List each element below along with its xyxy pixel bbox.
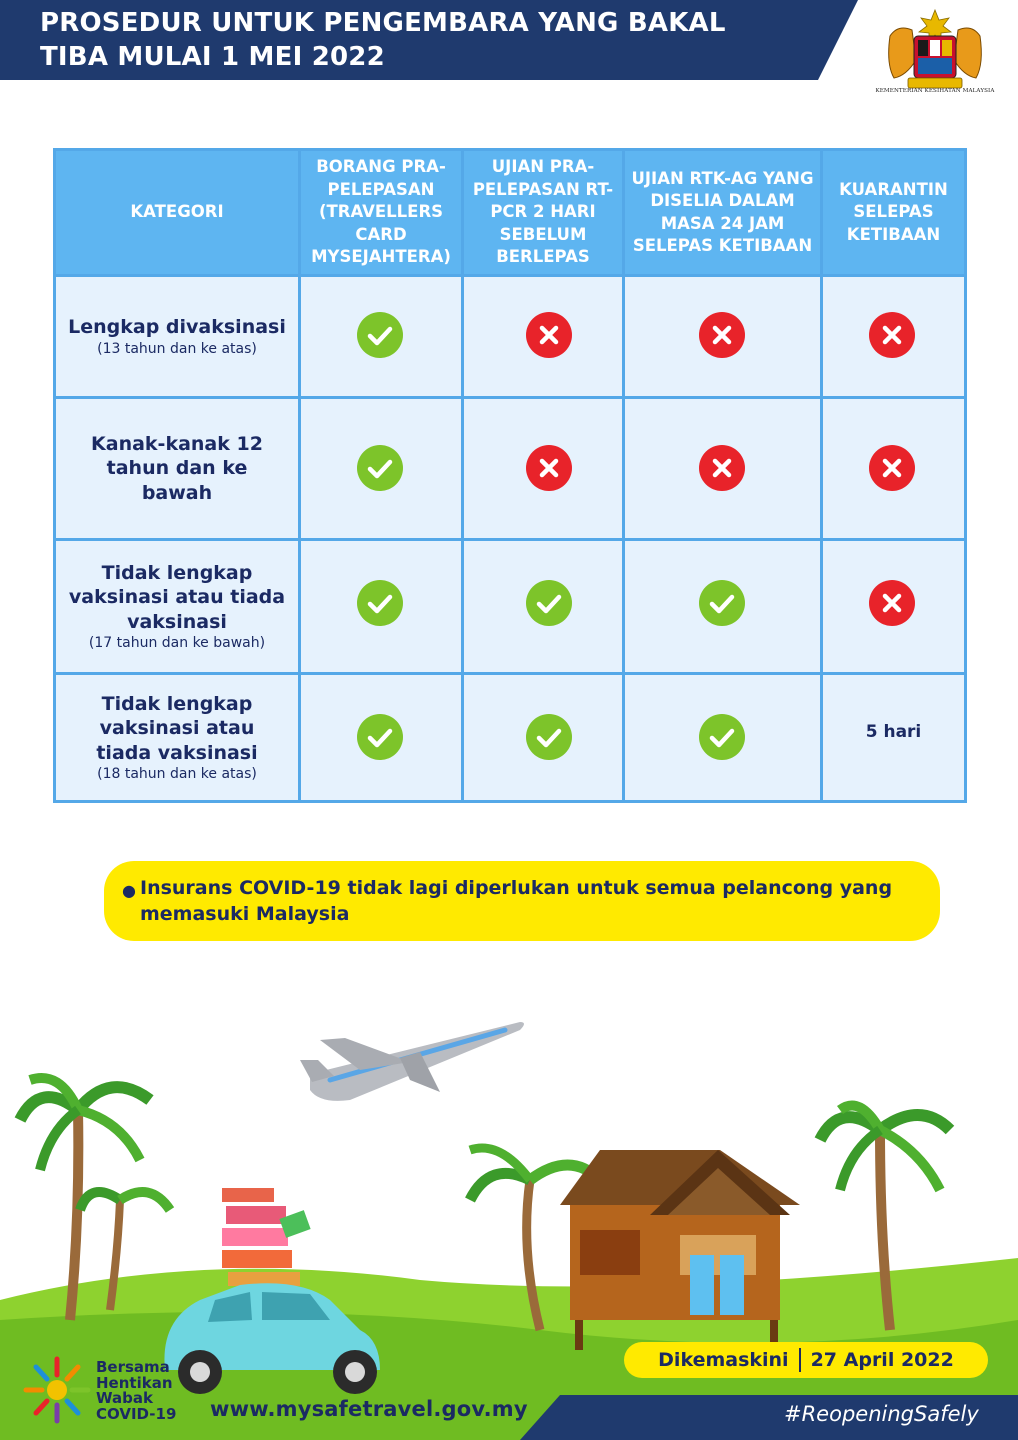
header-rtpcr-test: UJIAN PRA-PELEPASAN RT-PCR 2 HARI SEBELUM BERLEPAS [472, 157, 614, 267]
table-row-category [56, 399, 298, 538]
check-icon [357, 714, 403, 760]
category-note: (17 tahun dan ke bawah) [88, 635, 266, 652]
insurance-note [104, 861, 940, 941]
hashtag: #ReopeningSafely [784, 1402, 979, 1426]
campaign-logo-icon [22, 1355, 92, 1425]
check-icon [357, 580, 403, 626]
header-quarantine: KUARANTIN SELEPAS KETIBAAN [839, 179, 948, 244]
table-row-category [56, 277, 298, 396]
cross-icon [526, 312, 572, 358]
category-note: (13 tahun dan ke atas) [97, 340, 257, 357]
traditional-house-icon [560, 1150, 800, 1350]
updated-label: Dikemaskini [658, 1349, 789, 1371]
divider [799, 1348, 801, 1372]
cross-icon [869, 580, 915, 626]
campaign-line: Bersama [96, 1358, 170, 1376]
cross-icon [869, 312, 915, 358]
category-label: Lengkap divaksinasi [68, 316, 286, 339]
header-category: KATEGORI [130, 202, 224, 222]
table-row-category [56, 541, 298, 672]
category-label: Tidak lengkap vaksinasi atau tiada vaksinasi [68, 561, 286, 633]
page-title [40, 6, 726, 74]
category-label: Kanak-kanak 12 tahun dan ke bawah [91, 432, 263, 504]
quarantine-duration: 5 hari [865, 722, 922, 742]
requirements-table [53, 148, 967, 803]
campaign-line: Hentikan [96, 1373, 173, 1392]
website-link[interactable]: www.mysafetravel.gov.my [210, 1397, 528, 1421]
check-icon [699, 580, 745, 626]
check-icon [357, 445, 403, 491]
campaign-line: Wabak [96, 1389, 153, 1407]
page-title-line-2: TIBA MULAI 1 MEI 2022 [40, 42, 385, 72]
check-icon [357, 312, 403, 358]
category-note: (18 tahun dan ke atas) [97, 766, 257, 783]
check-icon [699, 714, 745, 760]
campaign-line: COVID-19 [96, 1404, 177, 1423]
bullet-icon: ● [122, 881, 136, 900]
table-row-category [56, 675, 298, 800]
cross-icon [699, 445, 745, 491]
airplane-icon [300, 1022, 524, 1101]
header-pre-departure-form: BORANG PRA-PELEPASAN (TRAVELLERS CARD MYSEJAHTERA) [311, 157, 451, 267]
cross-icon [699, 312, 745, 358]
header-rtkag-test: UJIAN RTK-AG YANG DISELIA DALAM MASA 24 JAM SELEPAS KETIBAAN [631, 168, 814, 255]
page-title-line-1: PROSEDUR UNTUK PENGEMBARA YANG BAKAL [40, 8, 726, 38]
updated-badge [624, 1342, 988, 1378]
check-icon [526, 714, 572, 760]
ministry-name: KEMENTERIAN KESIHATAN MALAYSIA [875, 88, 995, 94]
check-icon [526, 580, 572, 626]
updated-date: 27 April 2022 [810, 1349, 954, 1371]
campaign-slogan [96, 1360, 176, 1422]
insurance-note-text: Insurans COVID-19 tidak lagi diperlukan untuk semua pelancong yang memasuki Malaysia [140, 877, 893, 925]
malaysia-crest-icon [880, 6, 990, 96]
category-label: Tidak lengkap vaksinasi atau tiada vaksinasi [96, 692, 258, 764]
cross-icon [869, 445, 915, 491]
cross-icon [526, 445, 572, 491]
